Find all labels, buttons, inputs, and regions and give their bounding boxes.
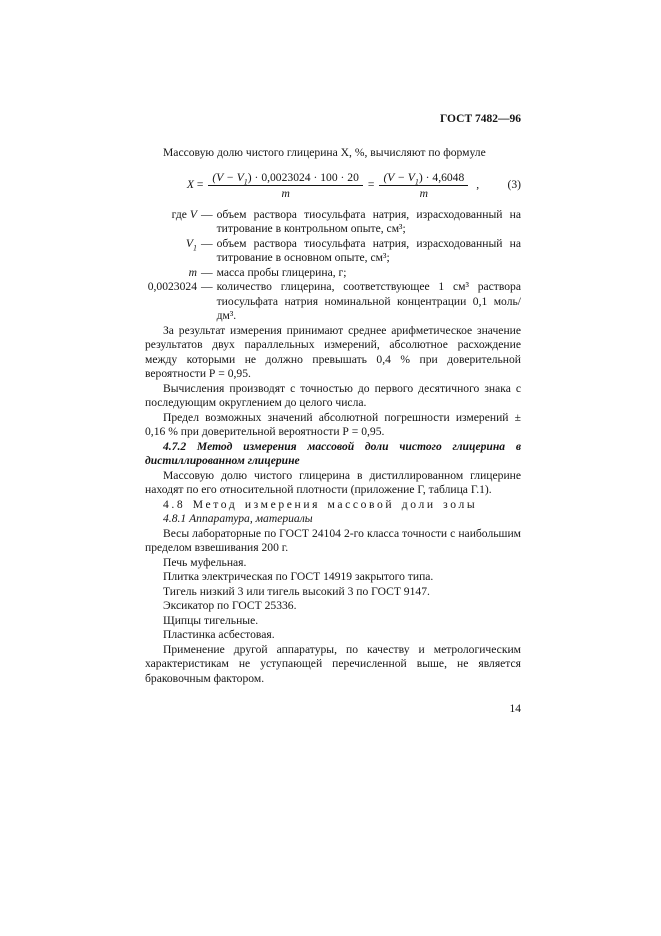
- formula-lhs: X: [186, 177, 194, 191]
- definition-dash: —: [201, 207, 213, 221]
- section-heading-4-7-2: 4.7.2 Метод измерения массовой доли чистого глицерина в дистиллированном глицерине: [145, 439, 521, 467]
- definition-term: [145, 266, 197, 281]
- formula-denominator-1: m: [281, 186, 290, 200]
- definition-lead: где: [171, 207, 187, 221]
- formula: [145, 171, 521, 200]
- definition-subscript: 1: [193, 242, 197, 252]
- definition-row: [145, 280, 521, 324]
- numerator-2-constants: ) · 4,6048: [418, 170, 465, 184]
- definition-dash: —: [201, 265, 213, 279]
- definition-row: [145, 208, 521, 237]
- numerator-1-subscript: 1: [243, 176, 248, 186]
- paragraph: Плитка электрическая по ГОСТ 14919 закрытого типа.: [163, 570, 434, 583]
- section-heading-4-8: 4.8 Метод измерения массовой доли золы: [163, 497, 478, 511]
- paragraph: Пластинка асбестовая.: [163, 628, 275, 641]
- page-number: 14: [509, 703, 521, 715]
- paragraph: Массовую долю чистого глицерина в дистиллированном глицерине находят по его относительной плотности (приложение Г, таблица Г.1).: [145, 468, 521, 496]
- definition-text: объем раствора тиосульфата натрия, израсходованный на титрование в основном опыте, см³;: [216, 236, 521, 264]
- definition-row: [145, 237, 521, 266]
- definition-text: количество глицерина, соответствующее 1 см³ раствора тиосульфата натрия номинальной концентрации 0,1 моль/дм³.: [216, 280, 521, 322]
- paragraph: Печь муфельная.: [163, 555, 247, 569]
- document-header: [145, 112, 521, 126]
- paragraph: Весы лабораторные по ГОСТ 24104 2-го класса точности с наибольшим пределом взвешивания 200 г.: [145, 526, 521, 554]
- paragraph: Щипцы тигельные.: [163, 613, 259, 627]
- definitions-list: [145, 208, 521, 324]
- paragraph: Эксикатор по ГОСТ 25336.: [163, 599, 297, 612]
- definition-dash: —: [201, 280, 213, 293]
- paragraph: Предел возможных значений абсолютной погрешности измерений ± 0,16 % при доверительной вероятности Р = 0,95.: [145, 410, 521, 438]
- formula-trailing-comma: ,: [476, 177, 480, 191]
- intro-paragraph: Массовую долю чистого глицерина X, %, вычисляют по формуле: [163, 146, 486, 159]
- section-heading-4-8-1: 4.8.1 Аппаратура, материалы: [163, 512, 313, 525]
- paragraph: Применение другой аппаратуры, по качеству и метрологическим характеристикам не уступающей перечисленной выше, не является браковочным фактором.: [145, 642, 521, 685]
- numerator-1-constants: ) · 0,0023024 · 100 · 20: [247, 170, 359, 184]
- document-content: [145, 146, 521, 686]
- definition-variable: V: [189, 207, 197, 221]
- definition-variable: m: [188, 265, 197, 279]
- numerator-2-subscript: 1: [414, 176, 419, 186]
- formula-numerator-2: [379, 171, 468, 186]
- numerator-1-variables: (V − V: [212, 170, 244, 184]
- formula-fraction-2: [379, 171, 468, 200]
- definition-row: [145, 266, 521, 281]
- definition-term: [145, 208, 197, 237]
- formula-equals-2: =: [367, 177, 375, 191]
- definition-text: объем раствора тиосульфата натрия, израсходованный на титрование в контрольном опыте, см³;: [216, 207, 521, 235]
- formula-fraction-1: [208, 171, 363, 200]
- numerator-2-variables: (V − V: [383, 170, 415, 184]
- paragraph: Тигель низкий 3 или тигель высокий 3 по ГОСТ 9147.: [163, 584, 430, 598]
- standard-number: ГОСТ 7482—96: [440, 113, 521, 125]
- definition-variable: V: [185, 236, 193, 250]
- paragraph: За результат измерения принимают среднее арифметическое значение результатов двух параллельных измерений, абсолютное расхождение между которыми не должно превышать 0,4 % при доверительной вероятности Р = 0,95.: [145, 323, 521, 380]
- definition-text: масса пробы глицерина, г;: [216, 265, 347, 279]
- formula-equals-1: =: [196, 177, 204, 191]
- definition-dash: —: [201, 236, 213, 250]
- formula-denominator-2: m: [419, 186, 429, 200]
- formula-number: (3): [507, 177, 521, 191]
- definition-constant: 0,0023024: [147, 280, 197, 293]
- formula-numerator-1: [208, 171, 363, 186]
- definition-term: [145, 280, 197, 324]
- definition-term: [145, 237, 197, 266]
- document-footer: [145, 703, 521, 715]
- paragraph: Вычисления производят с точностью до первого десятичного знака с последующим округлением до целого числа.: [145, 381, 521, 409]
